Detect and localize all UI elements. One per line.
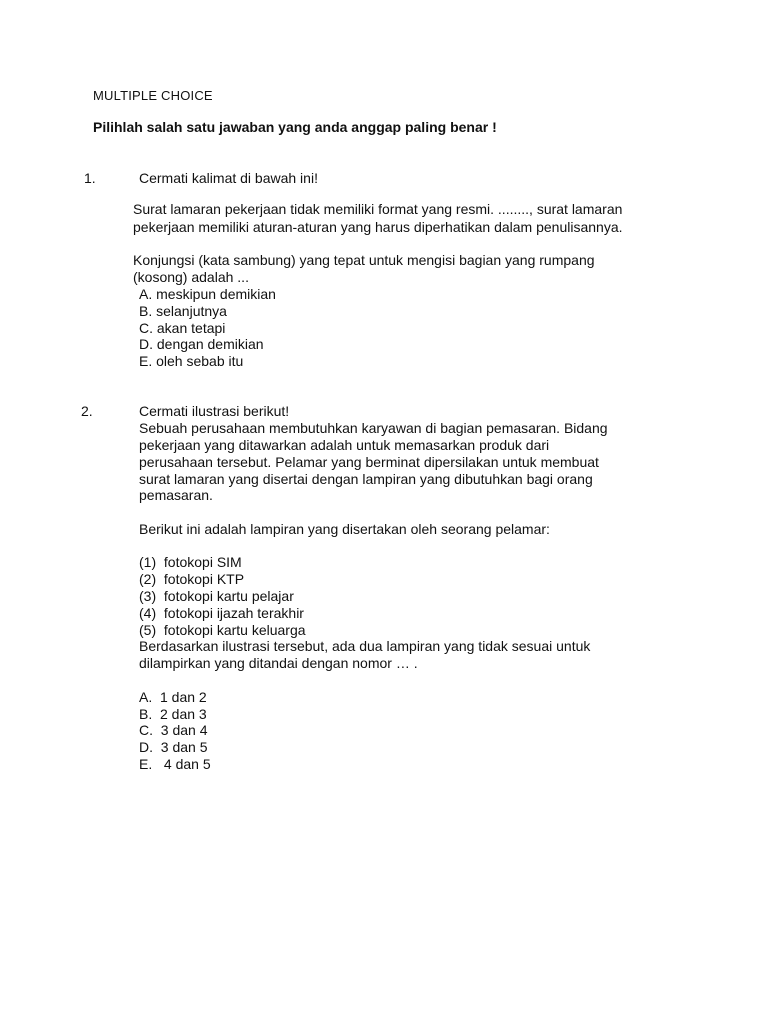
answer-option: A. meskipun demikian <box>139 286 276 302</box>
list-item: (3) fotokopi kartu pelajar <box>139 588 294 604</box>
passage-line: pemasaran. <box>139 487 213 503</box>
passage-line: Surat lamaran pekerjaan tidak memiliki format yang resmi. ........, surat lamaran <box>133 201 623 217</box>
passage-line: pekerjaan memiliki aturan-aturan yang harus diperhatikan dalam penulisannya. <box>133 219 623 235</box>
question-number: 2. <box>81 403 93 419</box>
list-item: (5) fotokopi kartu keluarga <box>139 622 306 638</box>
question-prompt: Cermati ilustrasi berikut! <box>139 403 290 419</box>
answer-option: D. dengan demikian <box>139 336 264 352</box>
answer-option: D. 3 dan 5 <box>139 739 208 755</box>
question-number: 1. <box>84 170 96 186</box>
answer-option: E. oleh sebab itu <box>139 353 244 369</box>
list-item: (1) fotokopi SIM <box>139 554 242 570</box>
question-line: Berdasarkan ilustrasi tersebut, ada dua lampiran yang tidak sesuai untuk <box>139 638 591 654</box>
question-line: (kosong) adalah ... <box>133 269 249 285</box>
list-intro: Berikut ini adalah lampiran yang disertakan oleh seorang pelamar: <box>139 521 550 537</box>
list-item: (4) fotokopi ijazah terakhir <box>139 605 304 621</box>
instruction: Pilihlah salah satu jawaban yang anda anggap paling benar ! <box>93 119 497 135</box>
list-item: (2) fotokopi KTP <box>139 571 245 587</box>
answer-option: C. 3 dan 4 <box>139 722 208 738</box>
section-label: MULTIPLE CHOICE <box>93 88 213 103</box>
question-line: Konjungsi (kata sambung) yang tepat untuk mengisi bagian yang rumpang <box>133 252 595 268</box>
answer-option: B. selanjutnya <box>139 303 227 319</box>
question-line: dilampirkan yang ditandai dengan nomor … . <box>139 655 418 671</box>
answer-option: A. 1 dan 2 <box>139 689 207 705</box>
answer-option: B. 2 dan 3 <box>139 706 207 722</box>
passage-line: Sebuah perusahaan membutuhkan karyawan di bagian pemasaran. Bidang <box>139 420 608 436</box>
answer-option: C. akan tetapi <box>139 320 226 336</box>
passage-line: perusahaan tersebut. Pelamar yang berminat dipersilakan untuk membuat <box>139 454 599 470</box>
passage-line: pekerjaan yang ditawarkan adalah untuk memasarkan produk dari <box>139 437 550 453</box>
answer-option: E. 4 dan 5 <box>139 756 211 772</box>
passage-line: surat lamaran yang disertai dengan lampiran yang dibutuhkan bagi orang <box>139 471 593 487</box>
question-prompt: Cermati kalimat di bawah ini! <box>139 170 318 186</box>
